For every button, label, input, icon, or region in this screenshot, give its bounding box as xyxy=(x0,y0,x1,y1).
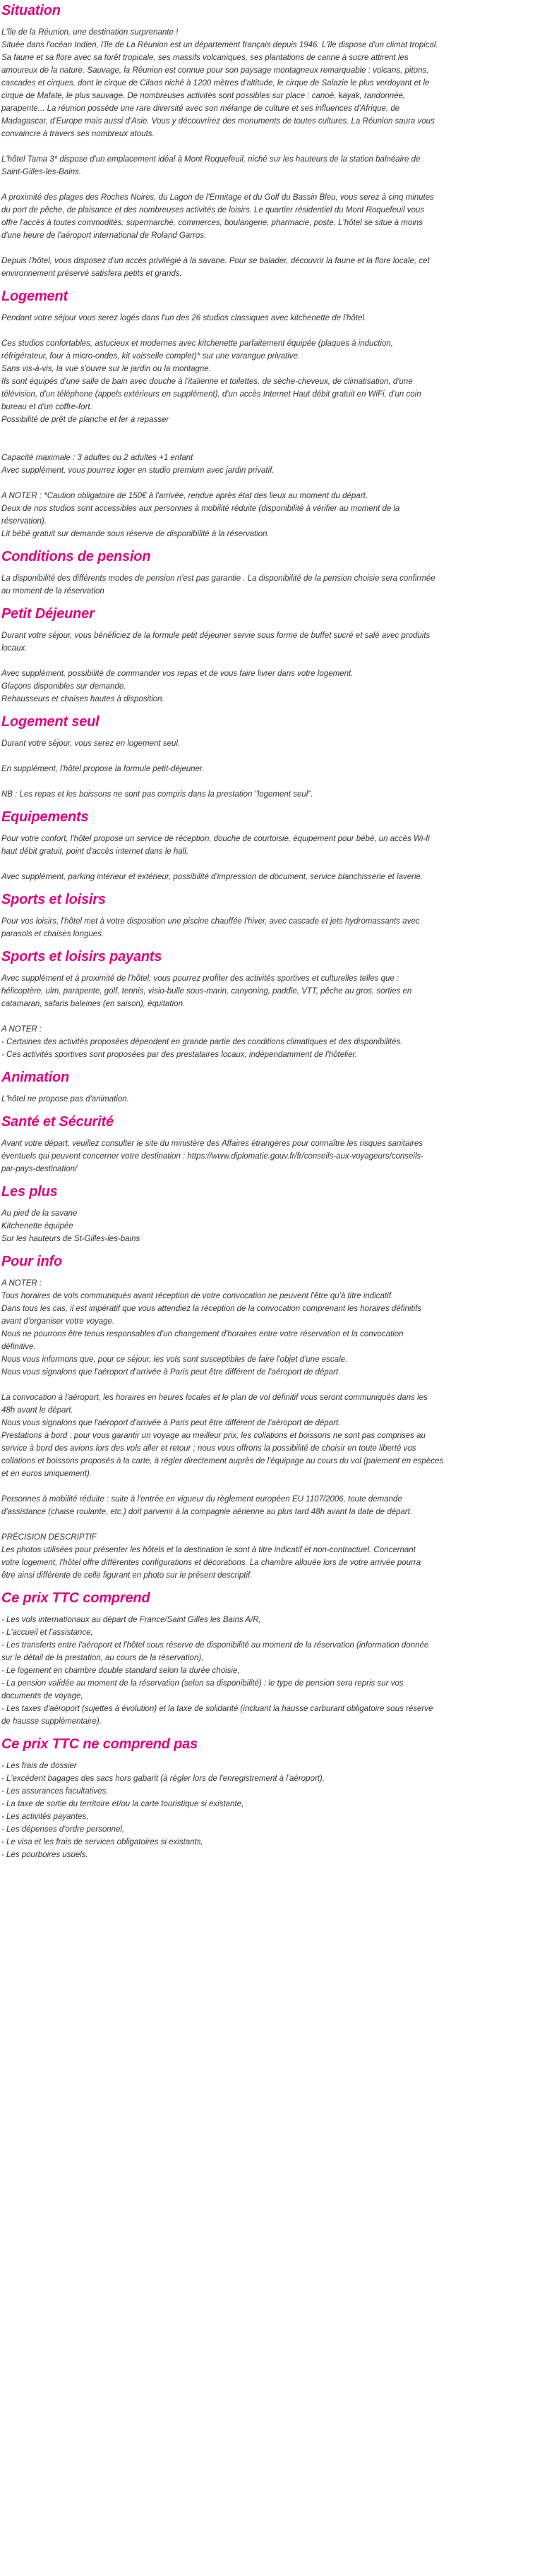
text-line: La convocation à l'aéroport, les horaires en heures locales et le plan de vol définitif vous seront communiqués dans les xyxy=(1,1393,428,1402)
text-line: NB : Les repas et les boissons ne sont pas compris dans la prestation "logement seul". xyxy=(1,790,313,799)
text-line: - Les assurances facultatives, xyxy=(1,1787,109,1796)
text-line: - Le logement en chambre double standard selon la durée choisie, xyxy=(1,1667,240,1675)
blank-line xyxy=(1,655,527,667)
text-line: A NOTER : xyxy=(1,1279,42,1288)
section-conditions-de-pension xyxy=(1,548,527,598)
text-line: bureau et d'un coffre-fort. xyxy=(1,403,92,411)
text-line: Capacité maximale : 3 adultes ou 2 adultes +1 enfant xyxy=(1,454,193,462)
text-line: Ils sont équipés d'une salle de bain avec douche à l'italienne et toilettes, de sèche-cheveux, de climatisation, d'une xyxy=(1,377,413,386)
text-line: convaincre à travers ses nombreux atouts. xyxy=(1,130,155,138)
text-line: - La taxe de sortie du territoire et/ou la carte touristique si existante, xyxy=(1,1800,244,1808)
text-line: Pour vos loisirs, l'hôtel met à votre disposition une piscine chauffée l'hiver, avec cascade et jets hydromassants avec xyxy=(1,917,420,926)
blank-line xyxy=(1,477,527,490)
text-line: Pour votre confort, l'hôtel propose un service de réception, douche de courtoisie, équipement pour bébé, un accès Wi-fi xyxy=(1,835,430,843)
section-sante-et-securite xyxy=(1,1113,527,1175)
text-line: Ces studios confortables, astucieux et modernes avec kitchenette parfaitement équipée (plaques à induction, xyxy=(1,339,393,348)
text-line: votre logement, l'hôtel offre différentes configurations et décorations. La chambre allouée lors de votre arrivée pourra xyxy=(1,1559,421,1567)
text-line: Avec supplément, possibilité de commander vos repas et de vous faire livrer dans votre logement. xyxy=(1,670,354,678)
text-line: - L'accueil et l'assistance, xyxy=(1,1628,93,1637)
text-line: En supplément, l'hôtel propose la formule petit-déjeuner. xyxy=(1,765,205,773)
text-line: Glaçons disponibles sur demande. xyxy=(1,682,126,691)
text-line: locaux. xyxy=(1,644,28,653)
text-line: parapente... La réunion possède une rare diversité avec son mélange de culture et ses influences d'Afrique, de xyxy=(1,104,400,113)
text-line: Avant votre départ, veuillez consulter le site du ministère des Affaires étrangères pour connaître les risques sanitaires xyxy=(1,1139,423,1148)
text-line: - Les transferts entre l'aéroport et l'hôtel sous réserve de disponibilité au moment de la réservation (information donnée xyxy=(1,1641,429,1650)
section-title: Pour info xyxy=(1,1254,62,1269)
text-line: d'une heure de l'aéroport international de Roland Garros. xyxy=(1,231,207,240)
text-line: Sa faune et sa flore avec sa forêt tropicale, ses massifs volcaniques, ses plantations de canne à sucre attirent les xyxy=(1,54,409,62)
section-title: Ce prix TTC ne comprend pas xyxy=(1,1736,198,1752)
text-line: définitive. xyxy=(1,1343,36,1351)
section-ce-prix-ttc-comprend xyxy=(1,1589,527,1728)
section-body xyxy=(1,1614,527,1728)
section-title: Situation xyxy=(1,3,61,18)
text-line: Durant votre séjour, vous bénéficiez de la formule petit déjeuner servie sous forme de buffet sucré et salé avec produits xyxy=(1,631,431,640)
text-line: Lit bébé gratuit sur demande sous réserve de disponibilité à la réservation. xyxy=(1,530,270,538)
text-line: - Les pourboires usuels. xyxy=(1,1851,88,1859)
text-line: Prestations à bord : pour vous garantir un voyage au meilleur prix, les collations et boissons ne sont pas comprises au xyxy=(1,1432,426,1440)
text-line: télévision, d'un téléphone (appels extérieurs en supplément), d'un accès Internet Haut débit gratuit en WiFi, d'un coin xyxy=(1,390,421,399)
text-line: Possibilité de prêt de planche et fer à repasser xyxy=(1,416,169,424)
text-line: sur le détail de la prestation, au cours de la réservation), xyxy=(1,1654,204,1662)
text-line: - Certaines des activités proposées dépendent en grande partie des conditions climatiques et des disponibilités. xyxy=(1,1038,403,1046)
text-line: et en euros uniquement). xyxy=(1,1470,92,1478)
text-line: Nous ne pourrons être tenus responsables d'un changement d'horaires entre votre réservation et la convocation xyxy=(1,1330,404,1338)
section-sports-et-loisirs-payants xyxy=(1,948,527,1061)
text-line: - Les taxes d'aéroport (sujettes à évolution) et la taxe de solidarité (incluant la hausse carburant obligatoire sous réserve xyxy=(1,1705,433,1713)
section-les-plus xyxy=(1,1183,527,1245)
text-line: être ainsi différente de celle figurant en photo sur le présent descriptif. xyxy=(1,1571,253,1580)
text-line: cirque de Mafate, le plus sauvage. De nombreuses activités sont possibles sur place : canoë, kayak, randonnée, xyxy=(1,92,406,100)
section-title: Ce prix TTC comprend xyxy=(1,1590,150,1606)
text-line: A proximité des plages des Roches Noires, du Lagon de l'Ermitage et du Golf du Bassin Bleu, vous serez à cinq minutes xyxy=(1,193,434,202)
blank-line xyxy=(1,325,527,337)
blank-line xyxy=(1,426,527,439)
text-line: parasols et chaises longues. xyxy=(1,930,104,938)
section-title: Conditions de pension xyxy=(1,549,151,564)
section-title: Les plus xyxy=(1,1184,58,1199)
section-title: Sports et loisirs xyxy=(1,892,106,907)
text-line: offre l'accès à toutes commodités: supermarché, commerces, boulangerie, pharmacie, poste. L'hôtel se situe à moins xyxy=(1,219,423,227)
text-line: 48h avant le départ. xyxy=(1,1406,73,1415)
section-body xyxy=(1,972,527,1061)
text-line: Madagascar, d'Europe mais aussi d'Asie. Vous y découvrirez des monuments de toutes cultures. La Réunion saura vous xyxy=(1,117,435,126)
text-line: Avec supplément et à proximité de l'hôtel, vous pourrez profiter des activités sportives et culturelles telles que : xyxy=(1,974,399,983)
section-title: Equipements xyxy=(1,809,89,825)
text-line: - L'excédent bagages des sacs hors gabarit (à régler lors de l'enregistrement à l'aéroport), xyxy=(1,1774,325,1783)
text-line: Sur les hauteurs de St-Gilles-les-bains xyxy=(1,1235,140,1243)
text-line: Les photos utilisées pour présenter les hôtels et la destination le sont à titre indicatif et non-contractuel. Concernant xyxy=(1,1546,416,1554)
text-line: éventuels qui peuvent concerner votre destination : https://www.diplomatie.gouv.fr/fr/conseils-aux-voyageurs/conseils- xyxy=(1,1152,424,1161)
text-line: Saint-Gilles-les-Bains. xyxy=(1,168,82,176)
text-line: Deux de nos studios sont accessibles aux personnes à mobilité réduite (disponibilité à vérifier au moment de la xyxy=(1,504,400,513)
blank-line xyxy=(1,1518,527,1531)
text-line: Dans tous les cas, il est impératif que vous attendiez la réception de la convocation comprenant les horaires définitifs xyxy=(1,1305,422,1313)
section-title: Sports et loisirs payants xyxy=(1,949,162,965)
section-animation xyxy=(1,1068,527,1106)
text-line: - Les frais de dossier xyxy=(1,1762,77,1770)
text-line: Personnes à mobilité réduite : suite à l'entrée en vigueur du règlement européen EU 1107/2006, toute demande xyxy=(1,1495,402,1504)
text-line: au moment de la réservation xyxy=(1,587,104,595)
section-pour-info xyxy=(1,1252,527,1582)
section-equipements xyxy=(1,808,527,883)
section-body xyxy=(1,629,527,706)
section-body xyxy=(1,1277,527,1582)
blank-line xyxy=(1,179,527,191)
text-line: A NOTER : *Caution obligatoire de 150€ à l'arrivée, rendue après état des lieux au moment du départ. xyxy=(1,492,368,500)
section-petit-dejeuner xyxy=(1,605,527,706)
text-line: Sans vis-à-vis, la vue s'ouvre sur le jardin ou la montagne. xyxy=(1,365,211,373)
text-line: d'assistance (chaise roulante, etc.) doit parvenir à la compagnie aérienne au plus tard 48h avant la date de départ. xyxy=(1,1508,413,1516)
text-line: haut débit gratuit, point d'accès internet dans le hall, xyxy=(1,847,188,856)
text-line: réfrigérateur, four à micro-ondes, kit vaisselle complet)* sur une varangue privative. xyxy=(1,352,301,361)
text-line: catamaran, safaris baleines (en saison), équitation. xyxy=(1,1000,186,1008)
text-line: - Les dépenses d'ordre personnel, xyxy=(1,1825,125,1834)
text-line: Tous horaires de vols communiqués avant réception de votre convocation ne peuvent l'être qu'à titre indicatif. xyxy=(1,1292,394,1300)
text-line: avant d'organiser votre voyage. xyxy=(1,1317,115,1326)
text-line: - Le visa et les frais de services obligatoires si existants, xyxy=(1,1838,203,1846)
text-line: réservation). xyxy=(1,517,47,526)
blank-line xyxy=(1,439,527,452)
text-line: Depuis l'hôtel, vous disposez d'un accès privilégié à la savane. Pour se balader, découvrir la faune et la flore locale, cet xyxy=(1,257,430,265)
section-body xyxy=(1,1093,527,1106)
text-line: de hausse supplémentaire). xyxy=(1,1717,102,1726)
text-line: PRÉCISION DESCRIPTIF xyxy=(1,1533,97,1542)
blank-line xyxy=(1,1480,527,1493)
text-line: L'hôtel ne propose pas d'animation. xyxy=(1,1095,129,1103)
text-line: Nous vous signalons que l'aéroport d'arrivée à Paris peut être différent de l'aéroport de départ. xyxy=(1,1368,341,1377)
section-body xyxy=(1,572,527,598)
blank-line xyxy=(1,858,527,871)
text-line: Nous vous signalons que l'aéroport d'arrivée à Paris peut être différent de l'aéroport de départ. xyxy=(1,1419,341,1427)
text-line: A NOTER : xyxy=(1,1025,42,1034)
section-sports-et-loisirs xyxy=(1,890,527,941)
section-title: Animation xyxy=(1,1070,69,1085)
text-line: collations et boissons proposés à la carte, à régler directement auprès de l'équipage au cours du vol (paiement en espèces xyxy=(1,1457,444,1465)
text-line: du port de pêche, de plaisance et des nombreuses activités de loisirs. Le quartier résidentiel du Mont Roquefeuil vous xyxy=(1,206,424,214)
text-line: Au pied de la savane xyxy=(1,1209,78,1218)
section-logement-seul xyxy=(1,713,527,801)
text-line: Pendant votre séjour vous serez logés dans l'un des 26 studios classiques avec kitchenette de l'hôtel. xyxy=(1,314,367,322)
section-title: Petit Déjeuner xyxy=(1,606,95,622)
section-body xyxy=(1,26,527,280)
blank-line xyxy=(1,140,527,153)
text-line: - Les activités payantes, xyxy=(1,1813,89,1821)
blank-line xyxy=(1,750,527,763)
section-body xyxy=(1,1137,527,1175)
text-line: - Ces activités sportives sont proposées par des prestataires locaux, indépendamment de l'hôtelier. xyxy=(1,1051,358,1059)
blank-line xyxy=(1,775,527,788)
blank-line xyxy=(1,1010,527,1023)
text-line: L'hôtel Tama 3* dispose d'un emplacement idéal à Mont Roquefeuil, niché sur les hauteurs de la station balnéaire de xyxy=(1,155,421,164)
section-body xyxy=(1,312,527,540)
text-line: Située dans l'océan Indien, l'île de La Réunion est un département français depuis 1946. L'île dispose d'un climat tropical. xyxy=(1,41,438,49)
text-line: Kitchenette équipée xyxy=(1,1222,73,1230)
text-line: par-pays-destination/ xyxy=(1,1165,78,1173)
text-line: Durant votre séjour, vous serez en logement seul. xyxy=(1,739,181,748)
text-line: - Les vols internationaux au départ de France/Saint Gilles les Bains A/R, xyxy=(1,1616,261,1624)
blank-line xyxy=(1,1379,527,1391)
text-line: Nous vous informons que, pour ce séjour, les vols sont susceptibles de faire l'objet d'une escale. xyxy=(1,1355,348,1364)
text-line: cascades et cirques, dont le cirque de Cilaos niché à 1200 mètres d'altitude, le cirque de Salazie le plus verdoyant et le xyxy=(1,79,430,87)
text-line: L'île de la Réunion, une destination surprenante ! xyxy=(1,28,179,37)
text-line: environnement préservé satisfera petits et grands. xyxy=(1,270,182,278)
text-line: Rehausseurs et chaises hautes à disposition. xyxy=(1,695,164,703)
text-line: hélicoptère, ulm, parapente, golf, tennis, visio-bulle sous-marin, canyoning, paddle, VTT, pêche au gros, sorties en xyxy=(1,987,412,996)
section-title: Logement seul xyxy=(1,714,100,730)
section-body xyxy=(1,737,527,801)
text-line: Avec supplément, parking intérieur et extérieur, possibilité d'impression de document, service blanchisserie et laverie. xyxy=(1,873,423,881)
section-title: Santé et Sécurité xyxy=(1,1114,114,1130)
text-line: La disponibilité des différents modes de pension n'est pas garantie . La disponibilité de la pension choisie sera confirmée xyxy=(1,574,435,583)
text-line: Avec supplément, vous pourrez loger en studio premium avec jardin privatif. xyxy=(1,466,275,475)
section-logement xyxy=(1,287,527,540)
text-line: - La pension validée au moment de la réservation (selon sa disponibilité) : le type de pension sera repris sur vos xyxy=(1,1679,404,1688)
text-line: amoureux de la nature. Sauvage, la Réunion est connue pour son paysage montagneux remarquable : volcans, pitons, xyxy=(1,66,429,75)
section-ce-prix-ttc-ne-comprend-pas xyxy=(1,1735,527,1861)
hotel-description-page xyxy=(0,1,529,1861)
text-line: service à bord des avions lors des vols aller et retour ; nous vous offrons la possibilité de choisir en toute liberté vos xyxy=(1,1444,416,1453)
blank-line xyxy=(1,242,527,255)
section-body xyxy=(1,833,527,883)
section-situation xyxy=(1,1,527,280)
section-body xyxy=(1,1760,527,1861)
text-line: documents de voyage, xyxy=(1,1692,83,1700)
section-body xyxy=(1,1207,527,1245)
section-title: Logement xyxy=(1,289,68,304)
section-body xyxy=(1,915,527,941)
